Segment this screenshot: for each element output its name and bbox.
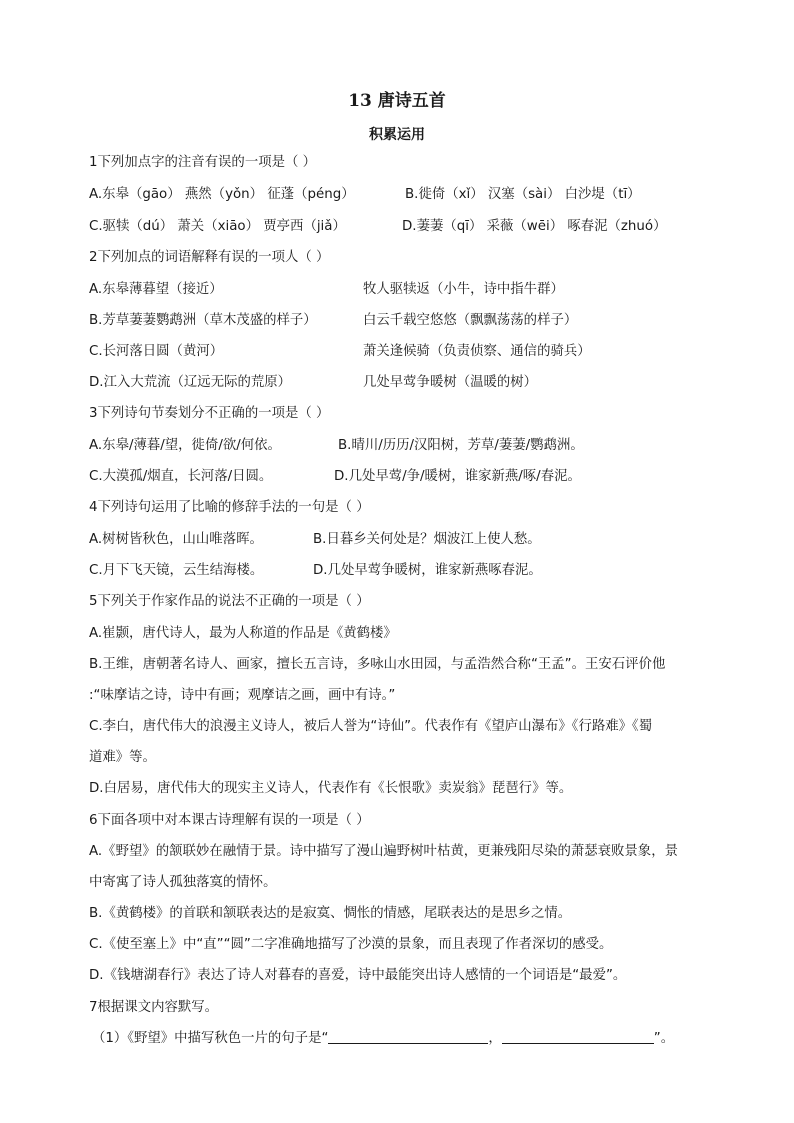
q7-blank-2[interactable] — [502, 1029, 654, 1044]
q1-option-d: D.萋萋（qī） 采薇（wēi） 啄春泥（zhuó） — [402, 219, 667, 234]
q1-options-row1 — [89, 185, 699, 205]
q3-options-row2 — [89, 467, 609, 487]
q2-option-a-left: A.东皋薄暮望（接近） — [89, 282, 223, 297]
q4-options-row1 — [89, 530, 549, 550]
q1-option-c: C.驱犊（dú） 萧关（xiāo） 贾亭西（jiǎ） — [89, 219, 346, 234]
q4-option-d: D.几处早莺争暖树，谁家新燕啄春泥。 — [313, 563, 542, 578]
q3-option-b: B.晴川/历历/汉阳树，芳草/萋萋/鹦鹉洲。 — [338, 438, 584, 453]
q2-row-d — [89, 373, 609, 393]
q2-option-b-right: 白云千载空悠悠（飘飘荡荡的样子） — [363, 313, 578, 328]
q7-stem: 7根据课文内容默写。 — [89, 1000, 219, 1015]
q3-stem: 3下列诗句节奏划分不正确的一项是（ ） — [89, 406, 330, 421]
q2-stem: 2下列加点的词语解释有误的一项人（ ） — [89, 250, 330, 265]
q2-row-a — [89, 280, 609, 300]
section-subtitle: 积累运用 — [369, 127, 425, 143]
q2-option-d-left: D.江入大荒流（辽远无际的荒原） — [89, 375, 292, 390]
q7-item1-prefix: （1）《野望》中描写秋色一片的句子是“ — [92, 1031, 329, 1046]
q3-options-row1 — [89, 436, 619, 456]
q4-option-a: A.树树皆秋色，山山唯落晖。 — [89, 532, 263, 547]
q7-blank-1[interactable] — [328, 1029, 488, 1044]
q5-stem: 5下列关于作家作品的说法不正确的一项是（ ） — [89, 594, 370, 609]
q6-line: B.《黄鹤楼》的首联和颔联表达的是寂寞、惆怅的情感，尾联表达的是思乡之情。 — [89, 906, 572, 921]
q4-options-row2 — [89, 561, 549, 581]
q6-line: 中寄寓了诗人孤独落寞的情怀。 — [89, 875, 277, 890]
q1-option-b: B.徙倚（xǐ） 汉塞（sài） 白沙堤（tī） — [405, 187, 641, 202]
q6-line: A.《野望》的颔联妙在融情于景。诗中描写了漫山遍野树叶枯黄，更兼残阳尽染的萧瑟衰败景象，景 — [89, 844, 678, 859]
q3-option-d: D.几处早莺/争/暖树，谁家新燕/啄/春泥。 — [334, 469, 581, 484]
q5-line: 道难》等。 — [89, 750, 156, 765]
q6-line: C.《使至塞上》中“直”“圆”二字准确地描写了沙漠的景象，而且表现了作者深切的感受。 — [89, 937, 613, 952]
q1-options-row2 — [89, 217, 709, 237]
q7-item1 — [92, 1029, 674, 1049]
q4-option-c: C.月下飞天镜，云生结海楼。 — [89, 563, 264, 578]
q7-item1-comma: ， — [488, 1031, 502, 1046]
q2-row-c — [89, 342, 609, 362]
q5-line: B.王维，唐朝著名诗人、画家，擅长五言诗，多咏山水田园，与孟浩然合称“王孟”。王安石评价他 — [89, 657, 666, 672]
page-title: 13 唐诗五首 — [348, 91, 446, 111]
q3-option-c: C.大漠孤/烟直，长河落/日圆。 — [89, 469, 273, 484]
q6-stem: 6下面各项中对本课古诗理解有误的一项是（ ） — [89, 813, 370, 828]
q3-option-a: A.东皋/薄暮/望，徙倚/欲/何依。 — [89, 438, 281, 453]
q5-line: C.李白，唐代伟大的浪漫主义诗人，被后人誉为“诗仙”。代表作有《望庐山瀑布》《行路难》《蜀 — [89, 719, 653, 734]
q5-line: D.白居易，唐代伟大的现实主义诗人，代表作有《长恨歌》卖炭翁》琵琶行》等。 — [89, 781, 573, 796]
q1-stem: 1下列加点字的注音有误的一项是（ ） — [89, 155, 317, 170]
q2-row-b — [89, 311, 609, 331]
q2-option-c-left: C.长河落日圆（黄河） — [89, 344, 224, 359]
q7-item1-suffix: ”。 — [653, 1031, 675, 1046]
q4-stem: 4下列诗句运用了比喻的修辞手法的一句是（ ） — [89, 500, 370, 515]
q2-option-a-right: 牧人驱犊返（小牛，诗中指牛群） — [363, 282, 564, 297]
q2-option-c-right: 萧关逢候骑（负责侦察、通信的骑兵） — [363, 344, 591, 359]
q1-option-a: A.东皋（gāo） 燕然（yǒn） 征蓬（péng） — [89, 187, 355, 202]
q4-option-b: B.日暮乡关何处是？烟波江上使人愁。 — [313, 532, 541, 547]
q5-line: :“味摩诘之诗，诗中有画；观摩诘之画，画中有诗。” — [89, 688, 396, 703]
q6-line: D.《钱塘湖春行》表达了诗人对暮春的喜爱，诗中最能突出诗人感情的一个词语是“最爱”。 — [89, 968, 627, 983]
q2-option-b-left: B.芳草萋萋鹦鹉洲（草木茂盛的样子） — [89, 313, 317, 328]
q2-option-d-right: 几处早莺争暖树（温暖的树） — [363, 375, 538, 390]
q5-line: A.崔颢，唐代诗人，最为人称道的作品是《黄鹤楼》 — [89, 626, 397, 641]
